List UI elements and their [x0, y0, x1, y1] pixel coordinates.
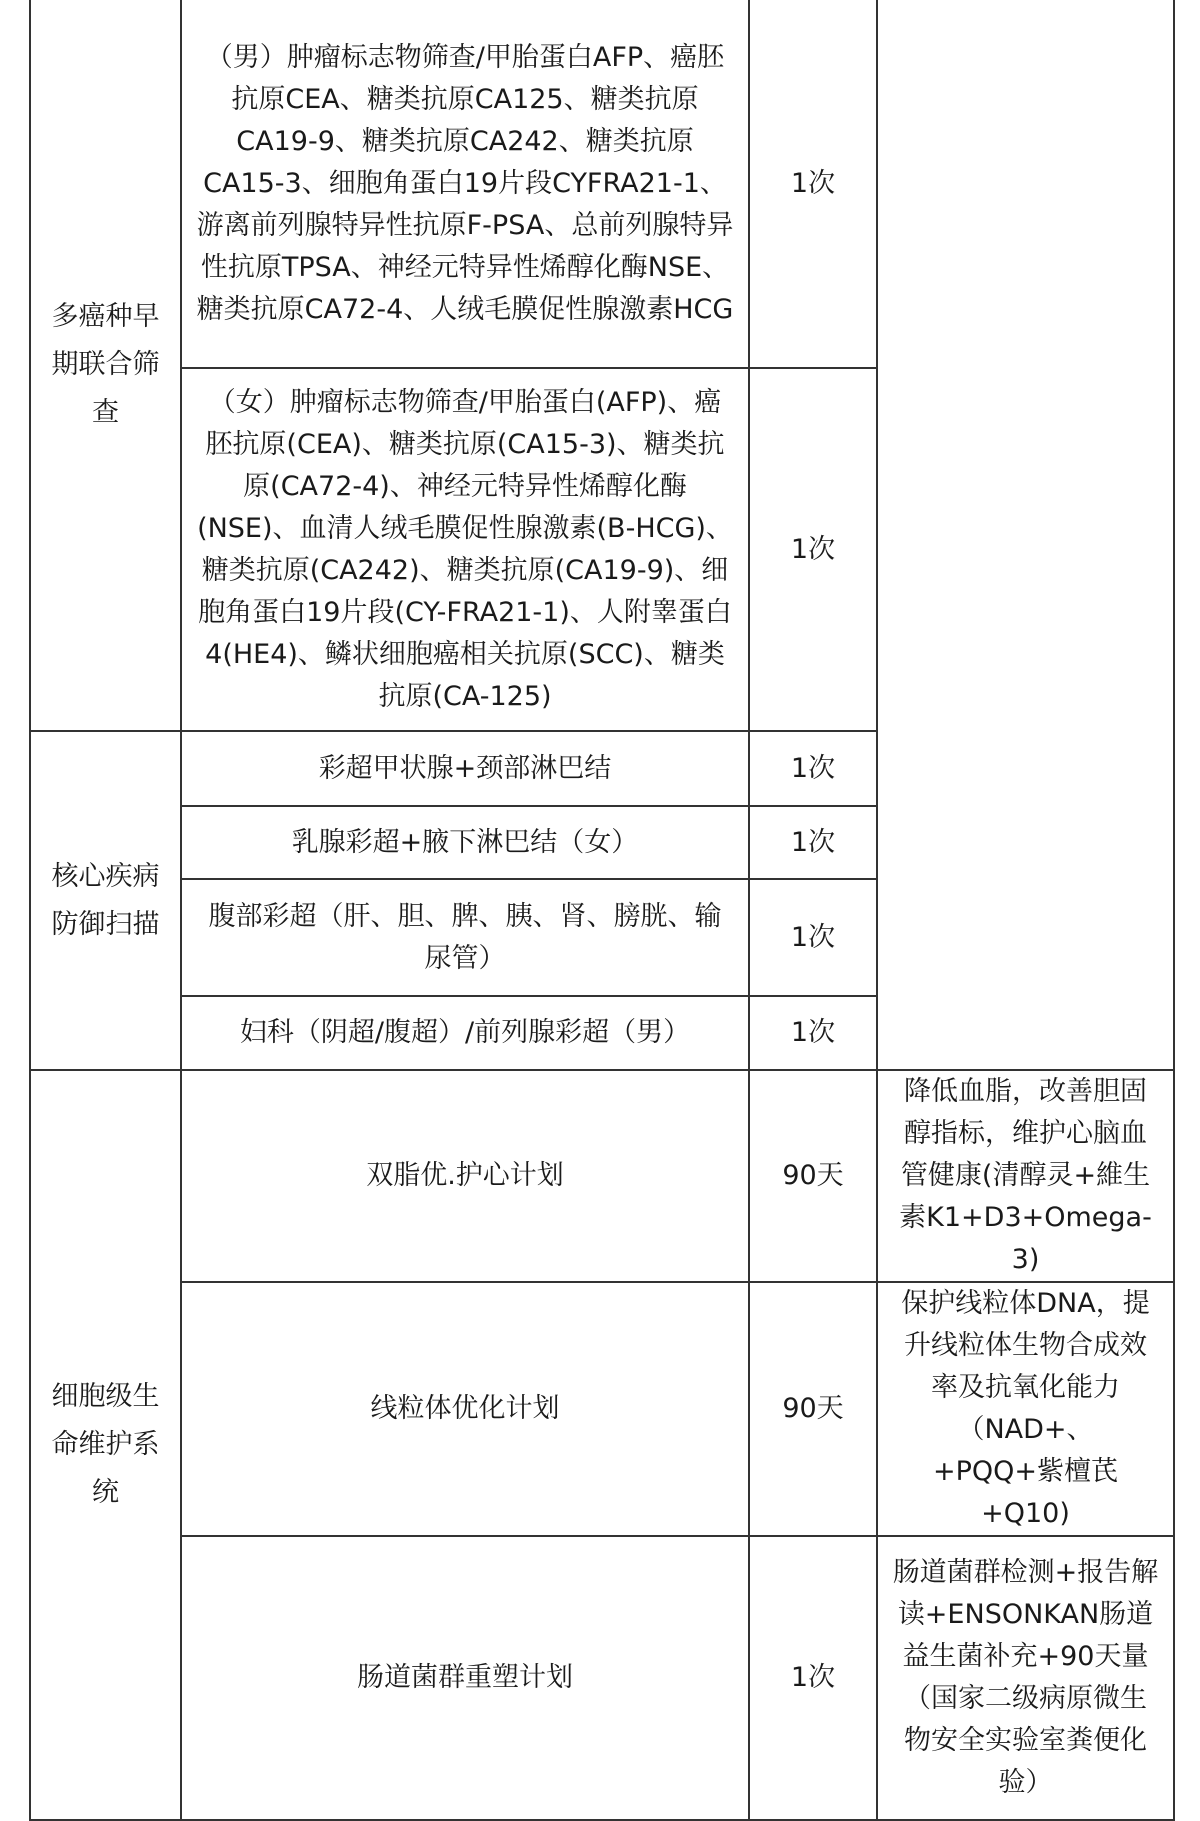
- qty-cell: [749, 996, 877, 1070]
- item-cell: [181, 368, 749, 731]
- qty-label: 1次: [790, 752, 836, 784]
- category-label: 细胞级生命维护系统: [51, 1381, 160, 1508]
- note-cell-empty: [877, 0, 1174, 1070]
- item-label: 乳腺彩超+腋下淋巴结（女）: [291, 826, 639, 858]
- item-cell: [181, 1282, 749, 1536]
- table-row: [30, 0, 1174, 368]
- package-items-table: [29, 0, 1175, 1821]
- table-row: [30, 1070, 1174, 1282]
- category-cell: [30, 0, 181, 731]
- qty-label: 1次: [790, 1017, 836, 1048]
- qty-cell: [749, 806, 877, 879]
- note-label: 肠道菌群检测+报告解读+ENSONKAN肠道益生菌补充+90天量（国家二级病原微生物安全实验室粪便化验）: [892, 1557, 1159, 1798]
- item-cell: [181, 0, 749, 368]
- item-cell: [181, 731, 749, 806]
- table-row: [30, 1282, 1174, 1536]
- item-cell: [181, 996, 749, 1070]
- note-label: 保护线粒体DNA，提升线粒体生物合成效率及抗氧化能力（NAD+、+PQQ+紫檀芪+Q10): [901, 1288, 1150, 1529]
- item-cell: [181, 806, 749, 879]
- item-label: （男）肿瘤标志物筛查/甲胎蛋白AFP、癌胚抗原CEA、糖类抗原CA125、糖类抗原CA19-9、糖类抗原CA242、糖类抗原CA15-3、细胞角蛋白19片段CYFRA21-1、游离前列腺特异性抗原F-PSA、总前列腺特异性抗原TPSA、神经元特异性烯醇化酶NSE、糖类抗原CA72-4、人绒毛膜促性腺激素HCG: [196, 41, 734, 325]
- qty-cell: [749, 0, 877, 368]
- item-label: 彩超甲状腺+颈部淋巴结: [318, 752, 612, 784]
- qty-label: 90天: [782, 1160, 844, 1191]
- qty-cell: [749, 731, 877, 806]
- note-label: 降低血脂，改善胆固醇指标，维护心脑血管健康(清醇灵+維生素K1+D3+Omega-3): [899, 1076, 1152, 1275]
- note-cell: [877, 1070, 1174, 1282]
- category-cell: [30, 731, 181, 1070]
- category-label: 多癌种早期联合筛查: [51, 301, 160, 428]
- qty-label: 1次: [790, 921, 836, 953]
- table-row: [30, 1536, 1174, 1820]
- note-cell: [877, 1536, 1174, 1820]
- note-cell: [877, 1282, 1174, 1536]
- category-label: 核心疾病防御扫描: [51, 860, 160, 940]
- item-label: 线粒体优化计划: [370, 1393, 560, 1424]
- item-label: 妇科（阴超/腹超）/前列腺彩超（男）: [239, 1017, 691, 1048]
- item-cell: [181, 879, 749, 996]
- qty-label: 90天: [782, 1393, 844, 1424]
- qty-label: 1次: [790, 1662, 836, 1693]
- item-cell: [181, 1536, 749, 1820]
- qty-cell: [749, 1536, 877, 1820]
- item-label: （女）肿瘤标志物筛查/甲胎蛋白(AFP)、癌胚抗原(CEA)、糖类抗原(CA15-3)、糖类抗原(CA72-4)、神经元特异性烯醇化酶(NSE)、血清人绒毛膜促性腺激素(B-HCG)、糖类抗原(CA242)、糖类抗原(CA19-9)、细胞角蛋白19片段(CY-FRA21-1)、人附睾蛋白4(HE4)、鳞状细胞癌相关抗原(SCC)、糖类抗原(CA-125): [197, 386, 733, 712]
- item-label: 双脂优.护心计划: [366, 1160, 564, 1191]
- item-label: 腹部彩超（肝、胆、脾、胰、肾、膀胱、输尿管）: [208, 900, 722, 974]
- item-cell: [181, 1070, 749, 1282]
- qty-cell: [749, 879, 877, 996]
- qty-cell: [749, 368, 877, 731]
- qty-label: 1次: [790, 826, 836, 858]
- item-label: 肠道菌群重塑计划: [357, 1662, 573, 1693]
- qty-cell: [749, 1282, 877, 1536]
- category-cell: [30, 1070, 181, 1820]
- qty-label: 1次: [790, 533, 836, 565]
- qty-label: 1次: [790, 167, 836, 199]
- qty-cell: [749, 1070, 877, 1282]
